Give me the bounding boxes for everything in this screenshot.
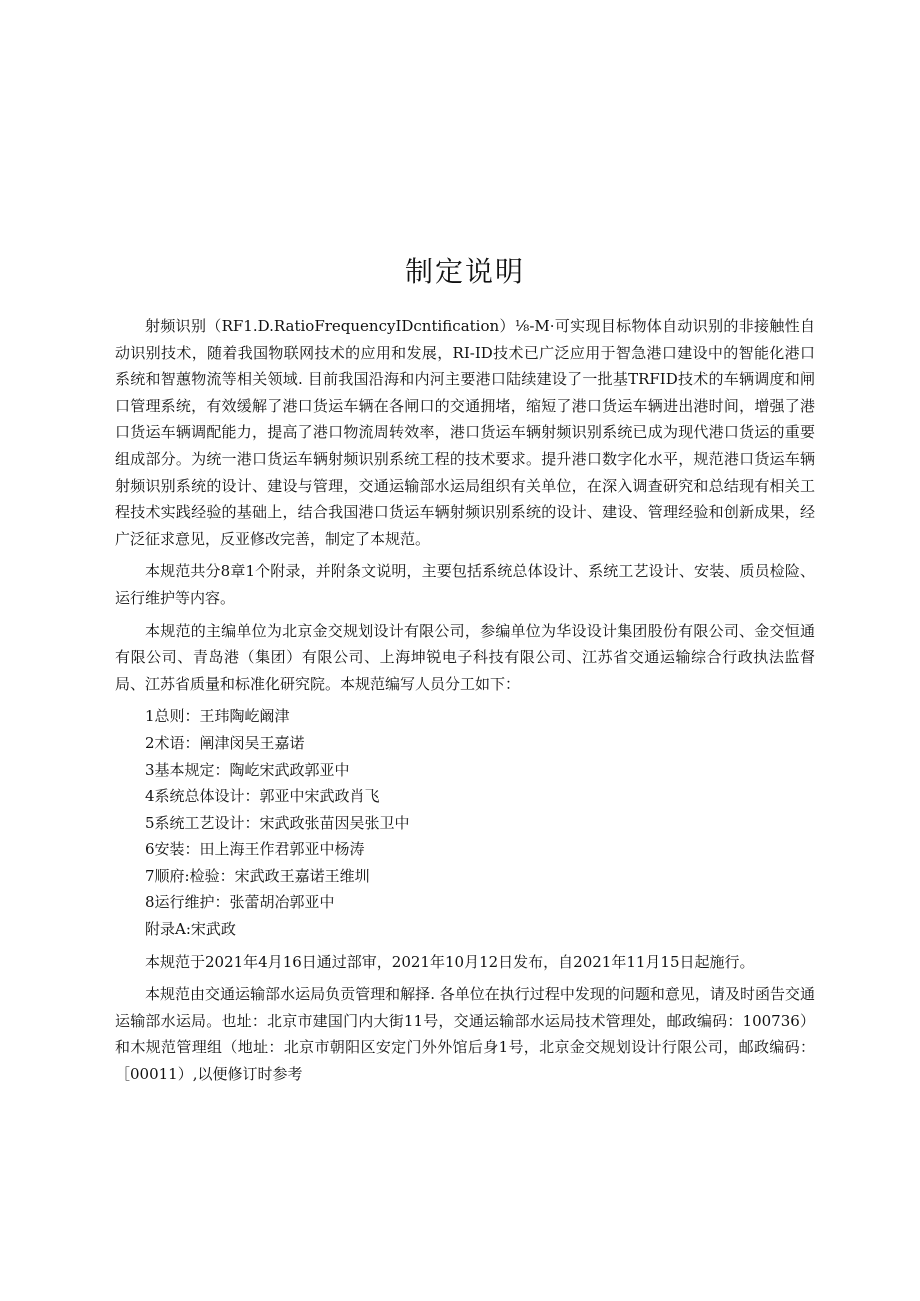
paragraph-dates: 本规范于2021年4月16日通过部审，2021年10月12日发布，自2021年11月15日起施行。 [145,952,755,971]
list-item: 3基本规定：陶屹宋武政郭亚中 [145,760,350,779]
page-title: 制定说明 [404,255,525,288]
list-item: 2术语：阐津闵吴王嘉诺 [145,733,305,752]
paragraph-structure: 本规范共分8章1个附录，并附条文说明，主要包括系统总体设计、系统工艺设计、安装、质员检险、运行维护等内容。 [115,562,815,607]
list-item: 4系统总体设计：郭亚中宋武政肖飞 [145,787,380,806]
list-item: 附录A:宋武政 [145,920,236,939]
list-item: 6安装：田上海王作君郭亚中杨涛 [145,840,365,859]
list-item: 8运行维护：张蕾胡冶郭亚中 [145,893,335,912]
staff-list [115,703,815,942]
list-item: 1总则：王玮陶屹阚津 [145,707,290,726]
list-item: 5系统工艺设计：宋武政张苗因吴张卫中 [145,813,410,832]
paragraph-rfid-background: 射频识别（RF1.D.RatioFrequencyIDcntification）⅛-M·可实现目标物体自动识别的非接触性自动识别技术，随着我国物联网技术的应用和发展，RI-ID技术已广泛应用于智急港口建设中的智能化港口系统和智蕙物流等相关领域. 目前我国沿海和内河主要港口陆续建设了一批基TRFID技术的车辆调度和闸口管理系统，有效缓解了港口货运车辆在各闸口的交通拥堵，缩短了港口货运车辆进出港时间，增强了港口货运车辆调配能力，提高了港口物流周转效率，港口货运车辆射频识别系统已成为现代港口货运的重要组成部分。为统一港口货运车辆射频识别系统工程的技术要求。提升港口数字化水平，规范港口货运车辆射频识别系统的设计、建设与管理，交通运输部水运局组织有关单位，在深入调查研究和总结现有相关工程技术实践经验的基础上，结合我国港口货运车辆射频识别系统的设计、建设、管理经验和创新成果，经广泛征求意见，反亚修改完善，制定了本规范。 [115,317,815,548]
paragraph-contact: 本规范由交通运输部水运局负贡管理和解择. 各单位在执行过程中发现的问题和意见，请及时函告交通运输部水运局。也址：北京市建国门内大街11号，交通运输部水运局技术管理处，邮政编码：100736）和木规范管理组（地址：北京市朝阳区安定门外外馆后身1号，北京金交规划设计行限公司，邮政编码：［00011）,以便修订时参考 [115,985,815,1084]
paragraph-editors: 本规范的主编单位为北京金交规划设计有限公司，参编单位为华设设计集团股份有限公司、金交恒通有限公司、青岛港（集团）有限公司、上海坤锐电子科技有限公司、江苏省交通运输综合行政执法监督局、江苏省质量和标准化研究院。本规范编写人员分工如下： [115,621,815,693]
document-body [115,313,815,1094]
list-item: 7顺府:检验：宋武政王嘉诺王维圳 [145,866,370,885]
